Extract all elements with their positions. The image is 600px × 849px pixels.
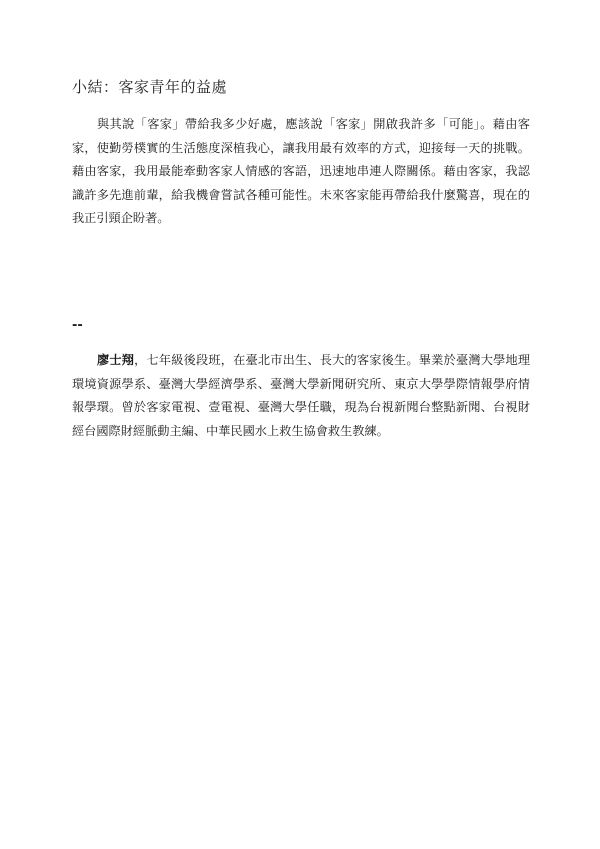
- section-title: 小結：客家青年的益處: [72, 78, 228, 96]
- conclusion-paragraph: 與其說「客家」帶給我多少好處，應該說「客家」開啟我許多「可能」。藉由客家，使勤勞樸實的生活態度深植我心，讓我用最有效率的方式，迎接每一天的挑戰。藉由客家，我用最能牽動客家人情感的客語，迅速地串連人際關係。藉由客家，我認識許多先進前輩，給我機會嘗試各種可能性。未來客家能再帶給我什麼驚喜，現在的我正引頸企盼著。: [72, 117, 530, 225]
- author-name: 廖士翔: [97, 353, 135, 367]
- section-divider: --: [72, 318, 83, 333]
- author-bio-paragraph: [72, 349, 530, 443]
- author-bio-text: ，七年級後段班，在臺北市出生、長大的客家後生。畢業於臺灣大學地理環境資源學系、臺灣大學經濟學系、臺灣大學新聞研究所、東京大學學際情報學府情報學環。曾於客家電視、壹電視、臺灣大學任職，現為台視新聞台整點新聞、台視財經台國際財經脈動主編、中華民國水上救生協會救生教練。: [72, 353, 531, 438]
